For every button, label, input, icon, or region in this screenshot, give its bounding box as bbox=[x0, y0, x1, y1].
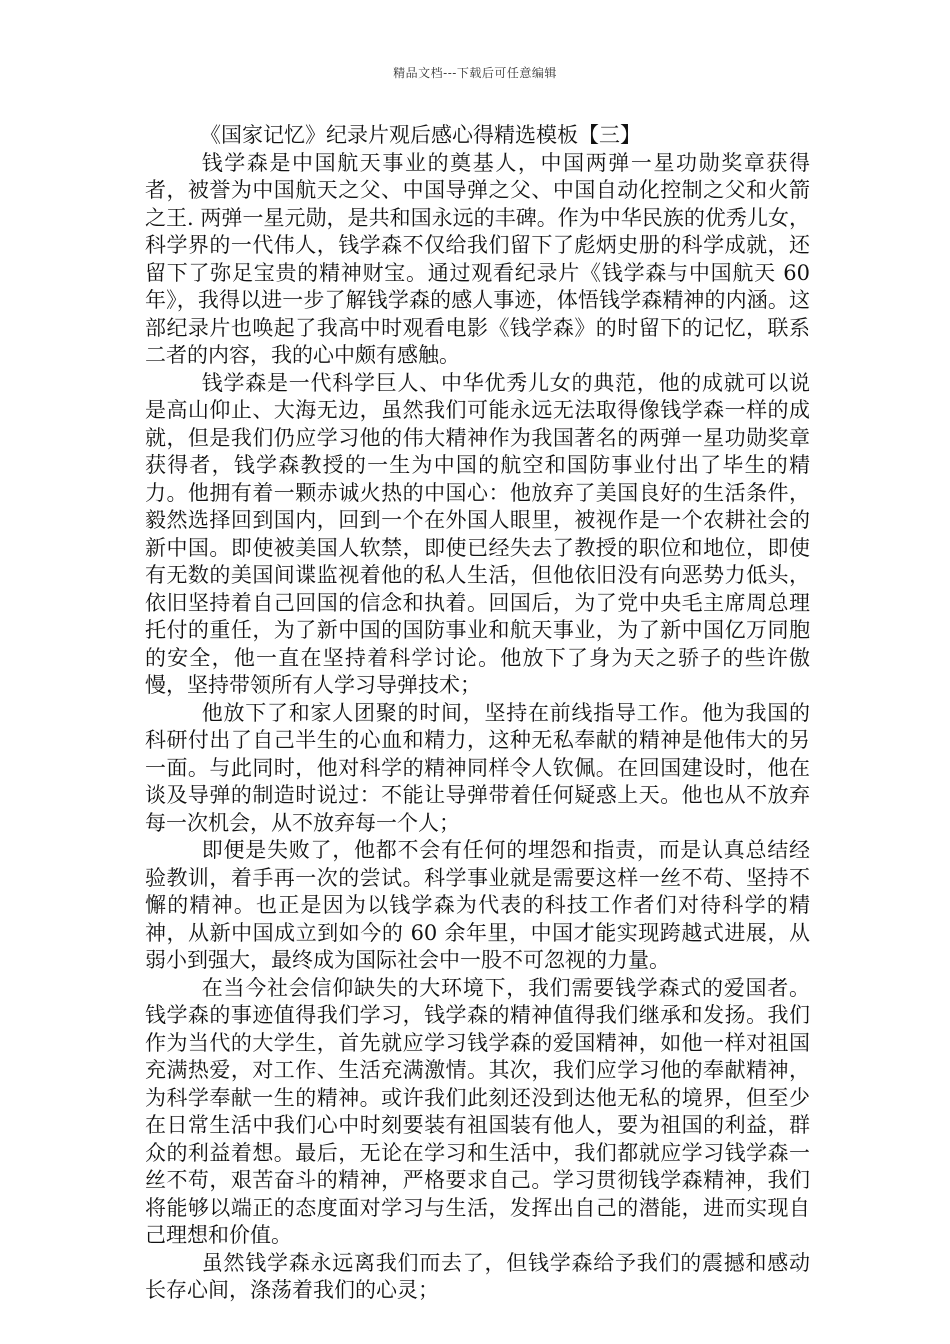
article-body bbox=[145, 122, 810, 1305]
document-title: 《国家记忆》纪录片观后感心得精选模板【三】 bbox=[200, 123, 641, 147]
paragraph-6: 虽然钱学森永远离我们而去了，但钱学森给予我们的震撼和感动长存心间，涤荡着我们的心灵； bbox=[145, 1250, 810, 1302]
page-header: 精品文档---下载后可任意编辑 bbox=[393, 66, 557, 80]
paragraph-1: 钱学森是中国航天事业的奠基人，中国两弹一星功勋奖章获得者，被誉为中国航天之父、中国导弹之父、中国自动化控制之父和火箭之王. 两弹一星元勋，是共和国永远的丰碑。作为中华民族的优秀儿女，科学界的一代伟人，钱学森不仅给我们留下了彪炳史册的科学成就，还留下了弥足宝贵的精神财宝。通过观看纪录片《钱学森与中国航天 60 年》，我得以进一步了解钱学森的感人事迹，体悟钱学森精神的内涵。这部纪录片也唤起了我高中时观看电影《钱学森》的时留下的记忆，联系二者的内容，我的心中颇有感触。 bbox=[145, 150, 810, 367]
paragraph-4: 即便是失败了，他都不会有任何的埋怨和指责，而是认真总结经验教训，着手再一次的尝试。科学事业就是需要这样一丝不苟、坚持不懈的精神。也正是因为以钱学森为代表的科技工作者们对待科学的精神，从新中国成立到如今的 60 余年里，中国才能实现跨越式进展，从弱小到强大，最终成为国际社会中一股不可忽视的力量。 bbox=[145, 838, 810, 972]
paragraph-3: 他放下了和家人团聚的时间，坚持在前线指导工作。他为我国的科研付出了自己半生的心血和精力，这种无私奉献的精神是他伟大的另一面。与此同时，他对科学的精神同样令人钦佩。在回国建设时，他在谈及导弹的制造时说过：不能让导弹带着任何疑惑上天。他也从不放弃每一次机会，从不放弃每一个人； bbox=[145, 700, 810, 835]
paragraph-2: 钱学森是一代科学巨人、中华优秀儿女的典范，他的成就可以说是高山仰止、大海无边，虽然我们可能永远无法取得像钱学森一样的成就，但是我们仍应学习他的伟大精神作为我国著名的两弹一星功勋奖章获得者，钱学森教授的一生为中国的航空和国防事业付出了毕生的精力。他拥有着一颗赤诚火热的中国心：他放弃了美国良好的生活条件，毅然选择回到国内，回到一个在外国人眼里，被视作是一个农耕社会的新中国。即使被美国人软禁，即使已经失去了教授的职位和地位，即使有无数的美国间谍监视着他的私人生活，但他依旧没有向恶势力低头，依旧坚持着自己回国的信念和执着。回国后，为了党中央毛主席周总理托付的重任，为了新中国的国防事业和航天事业，为了新中国亿万同胞的安全，他一直在坚持着科学讨论。他放下了身为天之骄子的些许傲慢，坚持带领所有人学习导弹技术； bbox=[145, 370, 810, 697]
paragraph-5: 在当今社会信仰缺失的大环境下，我们需要钱学森式的爱国者。钱学森的事迹值得我们学习，钱学森的精神值得我们继承和发扬。我们作为当代的大学生，首先就应学习钱学森的爱国精神，如他一样对祖国充满热爱，对工作、生活充满激情。其次，我们应学习他的奉献精神，为科学奉献一生的精神。或许我们此刻还没到达他无私的境界，但至少在日常生活中我们心中时刻要装有祖国装有他人，要为祖国的利益，群众的利益着想。最后，无论在学习和生活中，我们都就应学习钱学森一丝不苟，艰苦奋斗的精神，严格要求自己。学习贯彻钱学森精神，我们将能够以端正的态度面对学习与生活，发挥出自己的潜能，进而实现自己理想和价值。 bbox=[145, 975, 810, 1247]
